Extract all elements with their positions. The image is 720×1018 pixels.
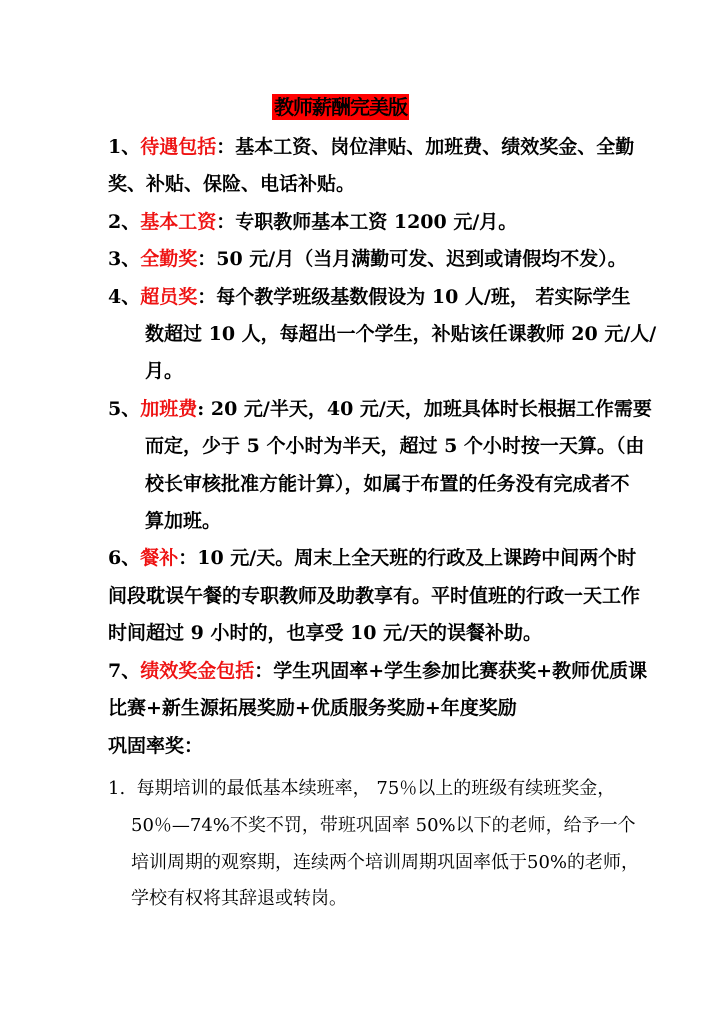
item-1-label: 待遇包括 bbox=[140, 136, 217, 158]
item-7-line-1 bbox=[108, 658, 647, 684]
retention-subheading: 巩固率奖： bbox=[108, 735, 204, 757]
document-title: 教师薪酬完美版 bbox=[274, 95, 407, 119]
item-7-label: 绩效奖金包括 bbox=[140, 660, 255, 682]
item-5-line-4: 算加班。 bbox=[145, 510, 222, 532]
item-6-line-1 bbox=[108, 545, 636, 571]
item-5-label: 加班费 bbox=[140, 398, 198, 420]
item-1-text-a: ：基本工资、岗位津贴、加班费、绩效奖金、全勤 bbox=[216, 136, 635, 158]
item-6-number: 6、 bbox=[108, 547, 141, 569]
item-6-label: 餐补 bbox=[140, 547, 179, 569]
retention-item-text-a: 每期培训的最低基本续班率， 75％以上的班级有续班奖金， bbox=[136, 778, 616, 799]
item-4-number: 4、 bbox=[108, 286, 141, 308]
item-7-line-2: 比赛+新生源拓展奖励+优质服务奖励+年度奖励 bbox=[108, 697, 517, 719]
item-6-line-2: 间段耽误午餐的专职教师及助教享有。平时值班的行政一天工作 bbox=[108, 585, 641, 607]
retention-item-line-4: 学校有权将其辞退或转岗。 bbox=[131, 888, 347, 909]
item-5-text-a: : 20 元/半天，40 元/天，加班具体时长根据工作需要 bbox=[197, 398, 652, 420]
item-7-number: 7、 bbox=[108, 660, 141, 682]
retention-item-line-3: 培训周期的观察期，连续两个培训周期巩固率低于50%的老师， bbox=[131, 852, 640, 873]
item-3-label: 全勤奖 bbox=[140, 248, 198, 270]
item-5-line-3: 校长审核批准方能计算），如属于布置的任务没有完成者不 bbox=[145, 473, 630, 495]
item-4-label: 超员奖 bbox=[140, 286, 198, 308]
item-2-label: 基本工资 bbox=[140, 211, 217, 233]
item-1-line-1 bbox=[108, 134, 634, 160]
item-2-number: 2、 bbox=[108, 211, 141, 233]
item-7-text-a: ：学生巩固率+学生参加比赛获奖+教师优质课 bbox=[254, 660, 648, 682]
retention-item-line-2: 50％—74%不奖不罚，带班巩固率 50%以下的老师，给予一个 bbox=[131, 815, 636, 836]
item-2-text-a: ：专职教师基本工资 1200 元/月。 bbox=[216, 211, 518, 233]
item-5-line-2: 而定，少于 5 个小时为半天，超过 5 个小时按一天算。（由 bbox=[145, 435, 645, 457]
item-3-line-1 bbox=[108, 246, 627, 272]
item-4-text-a: ：每个教学班级基数假设为 10 人/班， 若实际学生 bbox=[197, 286, 631, 308]
item-1-number: 1、 bbox=[108, 136, 141, 158]
retention-item-number: 1. bbox=[108, 778, 126, 799]
item-2-line-1 bbox=[108, 209, 517, 235]
retention-item-line-1 bbox=[108, 776, 615, 802]
item-1-line-2: 奖、补贴、保险、电话补贴。 bbox=[108, 173, 356, 195]
item-3-number: 3、 bbox=[108, 248, 141, 270]
item-6-text-a: ：10 元/天。周末上全天班的行政及上课跨中间两个时 bbox=[178, 547, 637, 569]
item-5-number: 5、 bbox=[108, 398, 141, 420]
item-6-line-3: 时间超过 9 小时的，也享受 10 元/天的误餐补助。 bbox=[108, 622, 543, 644]
item-5-line-1 bbox=[108, 396, 652, 422]
item-4-line-1 bbox=[108, 284, 630, 310]
item-3-text-a: ：50 元/月（当月满勤可发、迟到或请假均不发）。 bbox=[197, 248, 627, 270]
item-4-line-3: 月。 bbox=[145, 360, 184, 382]
item-4-line-2: 数超过 10 人，每超出一个学生，补贴该任课教师 20 元/人/ bbox=[145, 323, 657, 345]
